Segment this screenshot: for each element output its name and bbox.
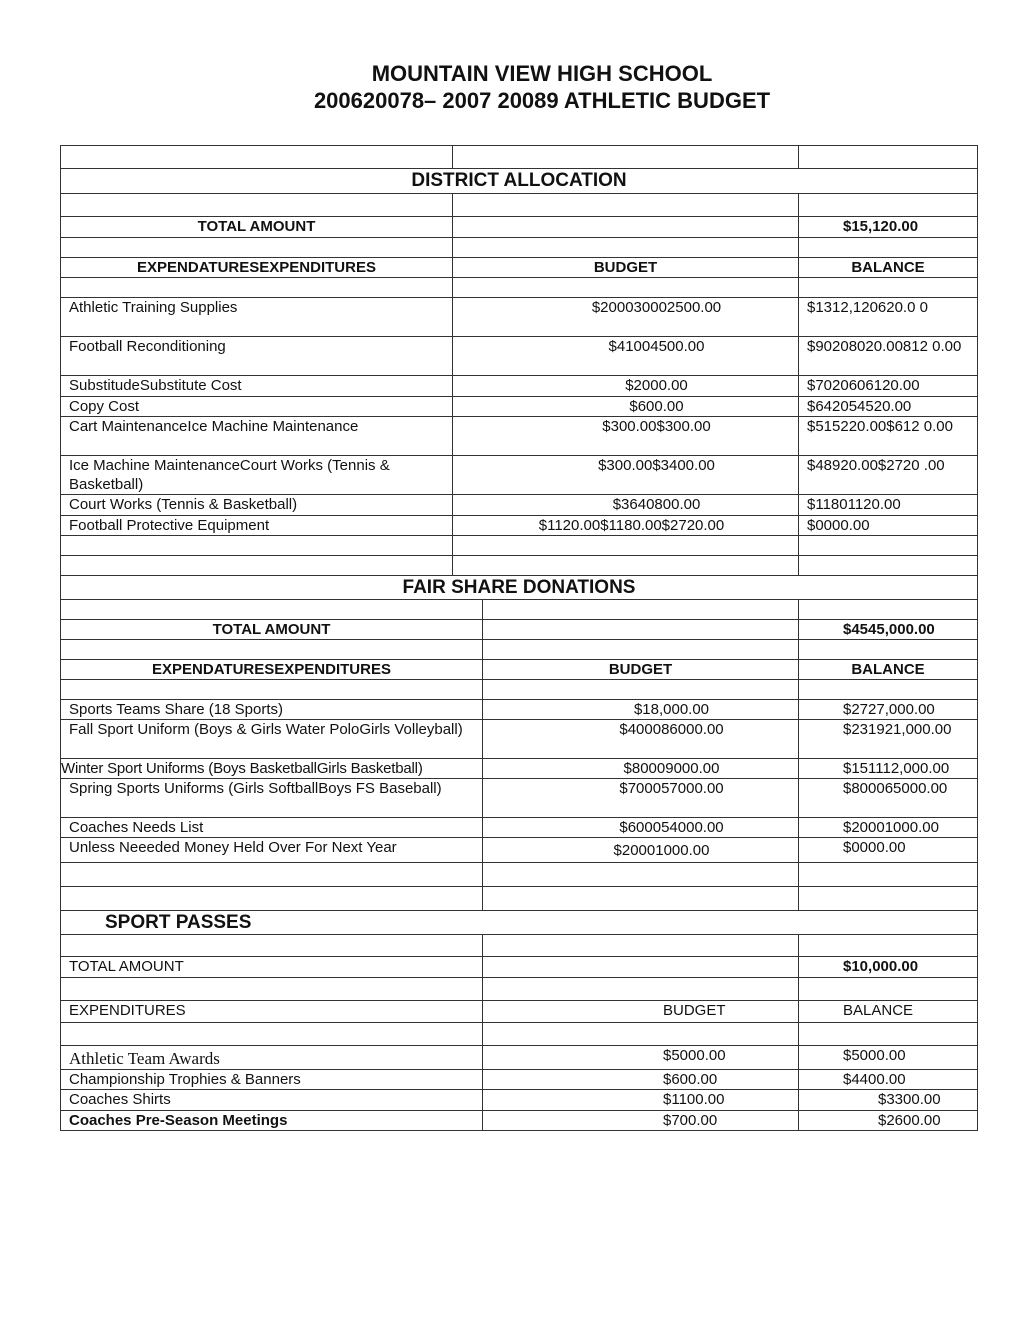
table-row [61,838,977,863]
budget-value: $1100.00 [483,1090,799,1110]
item-label: Football Reconditioning [61,337,453,375]
balance-value: $800065000.00 [843,780,948,797]
item-label: Sports Teams Share (18 Sports) [61,700,483,719]
table-row [61,1070,977,1090]
blank-row [61,640,977,660]
item-label: Coaches Pre-Season Meetings [61,1111,483,1130]
title-line-2: 200620078– 2007 20089 ATHLETIC BUDGET [313,88,771,113]
header-expenditures: EXPENDITURES [61,1001,483,1022]
item-label: Football Protective Equipment [61,516,453,535]
balance-value: $515220.00$612 0.00 [807,418,953,435]
budget-value: $5000.00 [483,1046,799,1069]
budget-value: $700057000.00 [483,779,799,817]
table-row [61,337,977,376]
budget-value: $400086000.00 [483,720,799,758]
budget-value: $1120.00$1180.00$2720.00 [453,516,799,535]
district-total-row [61,217,977,238]
item-label: Athletic Training Supplies [61,298,453,336]
balance-value: $231921,000.00 [843,721,952,738]
header-budget: BUDGET [483,660,799,679]
budget-value: $300.00$3400.00 [453,456,799,494]
sport-passes-title: SPORT PASSES [105,912,252,933]
blank-row [61,556,977,576]
balance-value: $0000.00 [843,839,906,856]
balance-value: $2600.00 [878,1112,941,1129]
blank-row [61,1023,977,1046]
item-label: Championship Trophies & Banners [61,1070,483,1089]
balance-value: $11801120.00 [807,496,901,513]
balance-value: $0000.00 [807,517,870,534]
district-total-value: $15,120.00 [843,218,919,235]
header-budget: BUDGET [453,258,799,277]
fair-share-column-headers [61,660,977,680]
balance-value: $48920.00$2720 .00 [807,457,945,474]
budget-value: $3640800.00 [453,495,799,515]
budget-value: $600054000.00 [483,818,799,837]
sport-passes-total-row [61,957,977,978]
header-expenditures: EXPENDATURESEXPENDITURES [61,660,483,679]
balance-value: $5000.00 [843,1047,906,1064]
table-row [61,818,977,838]
table-row [61,1046,977,1070]
table-row [61,376,977,397]
table-row [61,779,977,818]
sport-passes-section-header [61,911,977,935]
budget-value: $41004500.00 [453,337,799,375]
item-label: Athletic Team Awards [61,1046,483,1069]
blank-row [61,238,977,258]
table-row [61,1090,977,1111]
balance-value: $642054520.00 [807,398,912,415]
header-budget: BUDGET [483,1001,799,1022]
fair-share-total-label: TOTAL AMOUNT [61,620,483,639]
item-label: Fall Sport Uniform (Boys & Girls Water PoloGirls Volleyball) [61,720,483,758]
header-expenditures: EXPENDATURESEXPENDITURES [61,258,453,277]
blank-row [61,194,977,217]
blank-row [61,935,977,957]
budget-table [60,145,978,1131]
item-label: SubstitudeSubstitute Cost [61,376,453,396]
budget-value: $700.00 [483,1111,799,1130]
blank-row [61,978,977,1001]
balance-value: $20001000.00 [843,819,939,836]
table-row [61,1111,977,1131]
table-row [61,759,977,779]
table-row [61,397,977,417]
item-label: Cart MaintenanceIce Machine Maintenance [61,417,453,455]
budget-value: $300.00$300.00 [453,417,799,455]
budget-value: $600.00 [453,397,799,416]
blank-row [61,680,977,700]
table-row [61,495,977,516]
header-balance: BALANCE [843,1002,914,1019]
table-row [61,456,977,495]
item-label: Copy Cost [61,397,453,416]
item-label: Unless Neeeded Money Held Over For Next Year [61,838,483,862]
table-row [61,700,977,720]
document-title [0,60,1024,114]
balance-value: $3300.00 [878,1091,941,1108]
balance-value: $90208020.00812 0.00 [807,338,962,355]
fair-share-title: FAIR SHARE DONATIONS [402,577,636,598]
table-row [61,298,977,337]
budget-value: $2000.00 [453,376,799,396]
district-section-header [61,169,977,194]
blank-row [61,278,977,298]
blank-row [61,536,977,556]
item-label: Winter Sport Uniforms (Boys BasketballGirls Basketball) [61,759,483,778]
item-label: Coaches Needs List [61,818,483,837]
balance-value: $1312,120620.0 0 [807,299,928,316]
balance-value: $4400.00 [843,1071,906,1088]
title-line-1: MOUNTAIN VIEW HIGH SCHOOL [371,61,713,86]
blank-row [61,600,977,620]
sport-passes-total-label: TOTAL AMOUNT [61,957,483,977]
blank-row [61,887,977,911]
item-label: Court Works (Tennis & Basketball) [61,495,453,515]
sport-passes-total-value: $10,000.00 [843,958,919,975]
header-balance: BALANCE [851,259,925,276]
item-label: Ice Machine MaintenanceCourt Works (Tennis & Basketball) [61,456,453,494]
district-total-label: TOTAL AMOUNT [61,217,453,237]
item-label: Spring Sports Uniforms (Girls SoftballBoys FS Baseball) [61,779,483,817]
sport-passes-column-headers [61,1001,977,1023]
blank-row [61,863,977,887]
budget-value: $80009000.00 [483,759,799,778]
budget-value: $200030002500.00 [453,298,799,336]
budget-value: $600.00 [483,1070,799,1089]
budget-value: $20001000.00 [483,838,799,862]
balance-value: $7020606120.00 [807,377,920,394]
balance-value: $151112,000.00 [843,760,950,777]
balance-value: $2727,000.00 [843,701,935,718]
district-column-headers [61,258,977,278]
blank-row [61,146,977,169]
fair-share-total-value: $4545,000.00 [843,621,935,638]
table-row [61,720,977,759]
budget-value: $18,000.00 [483,700,799,719]
fair-share-total-row [61,620,977,640]
item-label: Coaches Shirts [61,1090,483,1110]
table-row [61,516,977,536]
district-title: DISTRICT ALLOCATION [411,170,627,191]
header-balance: BALANCE [851,661,925,678]
table-row [61,417,977,456]
fair-share-section-header [61,576,977,600]
